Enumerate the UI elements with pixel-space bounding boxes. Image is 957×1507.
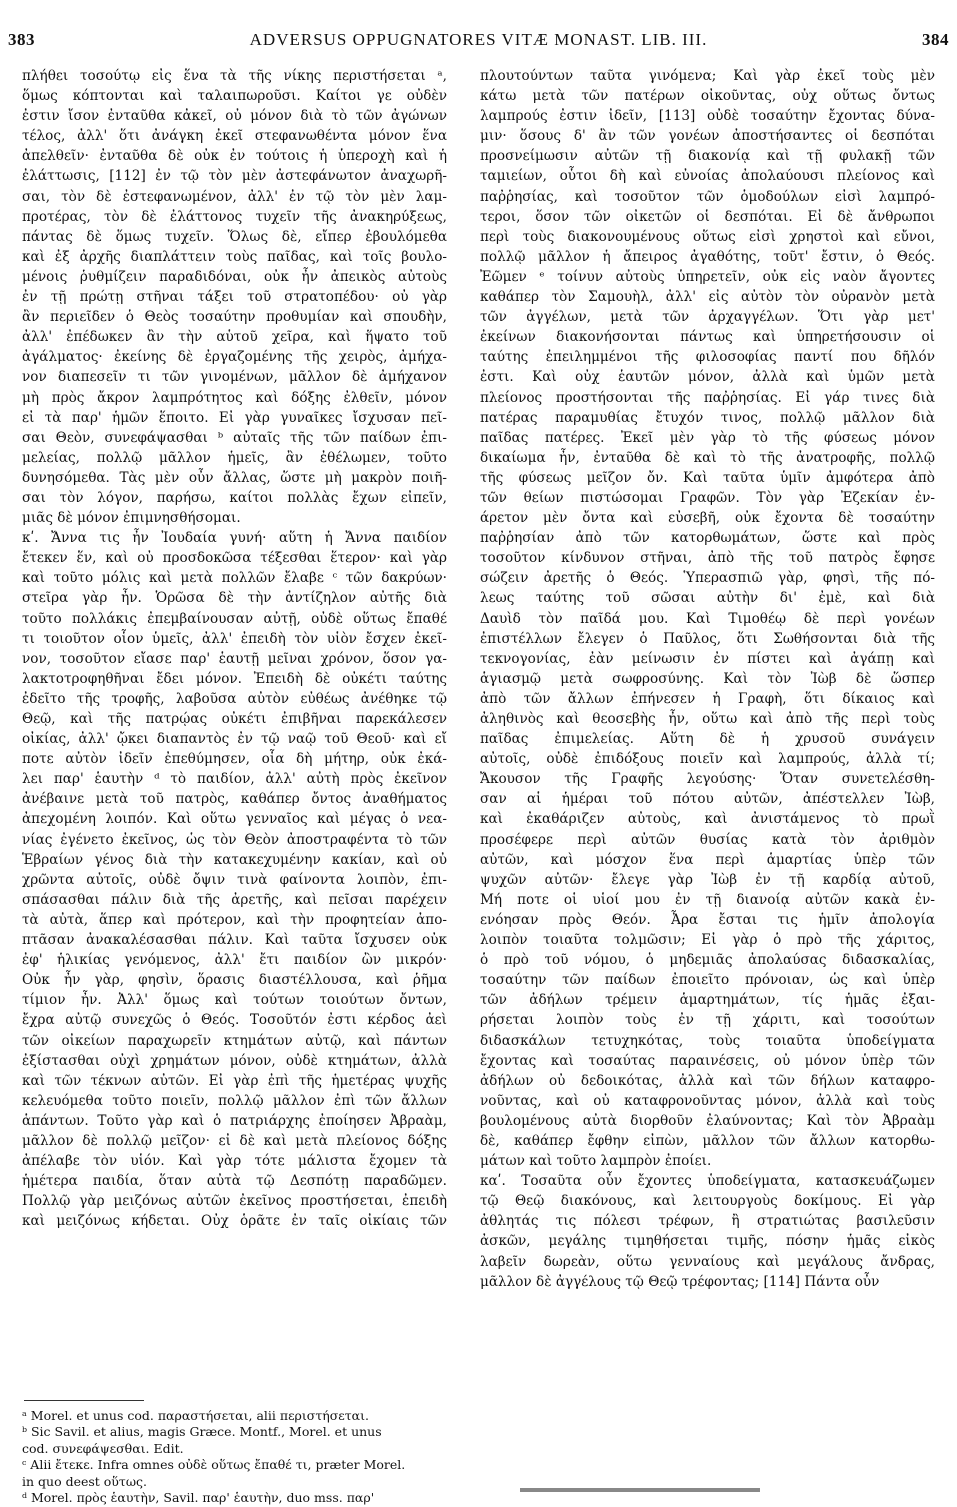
text-line: παῖδας ἐπιμελείας. Αὕτη δὲ ἡ χρυσοῦ συνάγειν bbox=[480, 731, 935, 748]
text-line: ὁ πρὸ τοῦ νόμου, ὁ μηδεμιᾶς ἀπολαύσας διδασκαλίας, bbox=[480, 952, 935, 969]
bottom-cut-line bbox=[0, 1488, 957, 1501]
text-line: ενόησαν πρὸς Θεόν. Ἆρα ἔσται τις ἡμῖν ἀπολογία bbox=[480, 911, 935, 928]
page-number-right: 384 bbox=[922, 30, 949, 49]
text-line: λαμπρούς ἐστιν ἰδεῖν, [113] οὐδὲ τοσαύτην ἔχοντας δύνα- bbox=[480, 108, 935, 125]
text-line: μᾶλλον δὲ πολλῷ μεῖζον· εἰ δὲ καὶ μετὰ πλείονος δόξης bbox=[22, 1132, 447, 1149]
text-line: μᾶλλον δὲ ἀγγέλους τῷ Θεῷ τρέφοντας; [114] Πάντα οὖν bbox=[480, 1273, 880, 1290]
text-line: ρήσεται λοιπὸν τοὺς ἐν τῇ χάριτι, καὶ τοσούτων bbox=[480, 1012, 935, 1029]
text-line: βουλομένους αὐτὰ διορθοῦν ἐλαύνοντας; Καὶ τὸν Ἀβραὰμ bbox=[480, 1112, 935, 1129]
text-line: ἀπέλαβε τὸν υἱόν. Καὶ γὰρ τότε μάλιστα ἔχομεν τὰ bbox=[22, 1153, 447, 1170]
footnote-line: in quo deest οὕτως. bbox=[22, 1473, 147, 1489]
text-line: ἐξίστασθαι οὐχὶ χρημάτων μόνον, οὐδὲ κτημάτων, ἀλλὰ bbox=[22, 1052, 447, 1069]
text-line: προσέφερε περὶ αὐτῶν θυσίας κατὰ τὸν ἀριθμὸν bbox=[480, 831, 935, 848]
text-line: σπάσασθαι πάλιν διὰ τῆς ἀρετῆς, καὶ πεῖσαι παρέχειν bbox=[22, 891, 447, 908]
running-title: ADVERSUS OPPUGNATORES VITÆ MONAST. LIB. III. bbox=[249, 30, 708, 49]
footnote-line: ᶜ Alii ἔτεκε. Infra omnes οὐδὲ οὕτως ἔπαθέ τι, præter Morel. bbox=[22, 1457, 406, 1473]
text-line: Οὐκ ἦν γὰρ, φησὶν, ὅρασις διαστέλλουσα, καὶ ῥῆμα bbox=[22, 972, 447, 989]
text-line: μελείας, πολλῷ μᾶλλον ἡμεῖς, ἂν ἐθέλωμεν, τοῦτο bbox=[22, 449, 447, 466]
text-line: ἐκείνων διακονήσονται πάντως καὶ ὑπηρετήσουσιν οἱ bbox=[480, 329, 935, 346]
text-line: Πολλῷ γὰρ μειζόνως αὐτῶν ἐκεῖνος προστήσεται, ἐπειδὴ bbox=[22, 1193, 447, 1210]
text-line: πατέρας παραμυθίας ἔτυχόν τινος, πολλῷ μᾶλλον διὰ bbox=[480, 409, 935, 426]
text-line: ἀπελθεῖν· ἐνταῦθα δὲ οὐκ ἐν τούτοις ἡ ὑπεροχὴ καὶ ἡ bbox=[22, 148, 447, 165]
text-line: δικαίωμα ἦν, ἐνταῦθα δὲ καὶ τὸ τῆς ἀνατροφῆς, πολλῷ bbox=[480, 449, 935, 466]
text-line: τεκνογονίας, ἐὰν μείνωσιν ἐν πίστει καὶ ἀγάπῃ καὶ bbox=[480, 650, 935, 667]
text-line: εἰ τὰ παρ' ἡμῶν ἕποιτο. Εἰ γὰρ γυναῖκες ἴσχυσαν πεῖ- bbox=[22, 409, 447, 426]
text-line: καὶ μειζόνως κήδεται. Οὐχ ὁρᾶτε ἐν ταῖς οἰκίαις τῶν bbox=[22, 1213, 447, 1230]
text-line: μιᾶς δὲ μόνον ἐπιμνησθήσομαι. bbox=[22, 510, 241, 527]
text-line: νον διαπεσεῖν τι τῶν γινομένων, μᾶλλον δὲ ἀμήχανον bbox=[22, 369, 447, 386]
text-line: ἐλάττωσις, [112] ἐν τῷ τὸν μὲν ἀστεφάνωτον ἀναχωρῆ- bbox=[22, 168, 447, 185]
text-line: νοῦντας, καὶ οὐ καταφρονοῦντας μόνον, ἀλλὰ καὶ τοὺς bbox=[480, 1092, 935, 1109]
text-line: σαι, τὸν δὲ ἐστεφανωμένον, ἀλλ' ἐν τῷ τὸν μὲν λαμ- bbox=[22, 188, 447, 205]
text-line: ἂν περιεῖδεν ὁ Θεὸς τοσαύτην προθυμίαν καὶ σπουδὴν, bbox=[22, 309, 447, 326]
text-line: καὶ τοῦτο μόλις καὶ μετὰ πολλῶν ἔλαβε ᶜ τῶν δακρύων· bbox=[22, 570, 447, 587]
text-line: λει παρ' ἑαυτὴν ᵈ τὸ παιδίον, ἀλλ' αὐτὴ πρὸς ἐκεῖνον bbox=[22, 771, 447, 788]
text-line: αὐτοῖς, οὐδὲ ἐπιδόξους ποιεῖν καὶ λαμπρούς, ἀλλὰ τί; bbox=[480, 751, 935, 768]
text-line: ἀθλητάς τις πόλεσι τρέφων, ἢ στρατιώτας βασιλεῦσιν bbox=[480, 1213, 935, 1230]
text-line: μιν· ὅσους δ' ἂν τῶν γονέων ἀποστήσαντες οἱ δεσπόται bbox=[480, 128, 935, 145]
text-line: Δαυὶδ τὸν παῖδά μου. Καὶ Τιμοθέῳ δὲ περὶ γονέων bbox=[480, 610, 935, 627]
text-line: αὐτῶν, καὶ μόσχον ἕνα περὶ ἁμαρτίας ὑπὲρ τῶν bbox=[480, 851, 935, 868]
text-line: ἀπὸ τῶν ἄλλων ἐπήνεσεν ἡ Γραφὴ, ὅτι δίκαιος καὶ bbox=[480, 690, 935, 707]
text-line: καὶ ἐξ ἀρχῆς διαπλάττειν τοὺς παῖδας, καὶ τοῖς βουλο- bbox=[22, 248, 447, 265]
text-line: ἀληθινὸς καὶ θεοσεβὴς ἦν, οὕτω καὶ ἀπὸ τῆς περὶ τοὺς bbox=[480, 711, 935, 727]
text-line: μάτων καὶ τοῦτο λαμπρὸν ἐποίει. bbox=[480, 1153, 712, 1170]
text-line: πλήθει τοσούτῳ εἰς ἕνα τὰ τῆς νίκης περιστήσεται ᵃ, bbox=[22, 68, 447, 84]
text-line: κάτω μετὰ τῶν πατέρων οἰκοῦντας, οὐχ οὕτως ὄντως bbox=[480, 88, 935, 105]
text-line: σαι τὸν λόγον, παρήσω, καίτοι πολλὰς ἔχων εἰπεῖν, bbox=[22, 489, 447, 506]
text-line: Ἄκουσον τῆς Γραφῆς λεγούσης· Ὅταν συνετελέσθη- bbox=[480, 771, 935, 788]
text-line: ἀλλ' ἐπέδωκεν ἂν τὴν αὑτοῦ χεῖρα, καὶ ἥψατο τοῦ bbox=[22, 329, 447, 346]
text-line: Μή ποτε οἱ υἱοί μου ἐν τῇ διανοίᾳ αὐτῶν κακὰ ἐν- bbox=[480, 891, 935, 908]
text-line: κʹ. Ἄννα τις ἦν Ἰουδαία γυνή· αὕτη ἡ Ἄννα παιδίον bbox=[22, 530, 447, 547]
text-line: ἐστι. Καὶ οὐχ ἑαυτῶν μόνον, ἀλλὰ καὶ ὑμῶν μετὰ bbox=[480, 369, 935, 386]
footnote-line: ᵈ Morel. πρὸς ἑαυτὴν, Savil. παρ' ἑαυτὴν, duo mss. παρ' bbox=[22, 1490, 375, 1506]
text-line: ταύτης ἐπειλημμένοι τῆς φιλοσοφίας παντί που δῆλόν bbox=[480, 349, 935, 366]
text-line: λαβεῖν δωρεὰν, οὕτω γενναίους καὶ μεγάλους ἄνδρας, bbox=[480, 1253, 935, 1270]
text-line: ἐπιστέλλων ἔλεγεν ὁ Παῦλος, ὅτι Σωθήσονται διὰ τῆς bbox=[480, 630, 935, 647]
text-line: καʹ. Τοσαῦτα οὖν ἔχοντες ὑποδείγματα, κατασκευάζωμεν bbox=[480, 1173, 935, 1190]
text-line: χρῶντα αὐτοῖς, οὐδὲ ὄψιν τινὰ φαίνοντα λοιπὸν, ἐπι- bbox=[22, 871, 447, 888]
text-line: νίας ἐγένετο ἐκεῖνος, ὡς τὸν Θεὸν ἀποστραφέντα τὸ τῶν bbox=[22, 831, 447, 848]
text-line: ἀγάλματος· ἐκείνης δὲ ἐργαζομένης τῆς χειρὸς, ἀμήχα- bbox=[22, 349, 447, 366]
text-line: τι τοιοῦτον οἷον ὑμεῖς, ἀλλ' ἐπειδὴ τὸν υἱὸν ἔσχεν ἐκεῖ- bbox=[22, 630, 447, 647]
text-line: ποτε αὐτὸν ἰδεῖν ἐπεθύμησεν, οἷα δὴ μήτηρ, οὐκ ἐκά- bbox=[22, 751, 447, 768]
text-line: προτέρας, τὸν δὲ ἐλάττονος τυχεῖν τῆς ἀνακηρύξεως, bbox=[22, 208, 447, 225]
text-line: παῤῥησίας, καὶ τοσοῦτον τῶν ὁμοδούλων εἰσὶ λαμπρό- bbox=[480, 188, 935, 205]
text-line: πτᾶσαν ἀνακαλέσασθαι πάλιν. Καὶ ταῦτα ἴσχυσεν οὐκ bbox=[22, 932, 447, 949]
text-line: ψυχῶν αὐτῶν· ἔλεγε γὰρ Ἰὼβ ἐν τῇ καρδίᾳ αὐτοῦ, bbox=[480, 871, 935, 888]
text-line: καὶ τῶν τέκνων αὐτῶν. Εἰ γὰρ ἐπὶ τῆς ἡμετέρας ψυχῆς bbox=[22, 1072, 447, 1089]
text-line: άρετον μὲν ὄντα καὶ εὐσεβῆ, οὐκ ἔχοντα δὲ τοσαύτην bbox=[480, 510, 935, 527]
text-line: τῶν ἀγγέλων, μετὰ τῶν ἀρχαγγέλων. Ὅτι γὰρ μετ' bbox=[480, 309, 935, 326]
text-line: ἔχοντας καὶ τοσαύτας παραινέσεις, οὐ μόνον ὑπὲρ τῶν bbox=[480, 1052, 935, 1069]
text-line: τοῦτο πολλάκις ἐπεμβαίνουσαν αὐτῇ, οὐδὲ οὕτως ἔπαθέ bbox=[22, 610, 447, 627]
text-line: λεως ταύτης τοῦ σῶσαι αὐτὴν δι' ἐμὲ, καὶ διὰ bbox=[480, 590, 935, 607]
text-line: ἐστιν ἴσον ἐνταῦθα κἀκεῖ, οὐ μόνον διὰ τὸ τῶν ἀγώνων bbox=[22, 108, 447, 125]
text-line: οἰκίας, ἀλλ' ᾤκει διαπαντὸς ἐν τῷ ναῷ τοῦ Θεοῦ· καὶ εἴ bbox=[22, 731, 447, 748]
text-line: ἐδεῖτο τῆς τροφῆς, λαβοῦσα αὐτὸν εὐθέως ἀνέθηκε τῷ bbox=[22, 690, 447, 707]
text-line: τῷ Θεῷ διακόνους, καὶ λειτουργοὺς δοκίμους. Εἰ γὰρ bbox=[480, 1193, 935, 1210]
text-line: κελευόμεθα τοῦτο ποιεῖν, πολλῷ μᾶλλον ἐπὶ τῶν ἄλλων bbox=[22, 1092, 447, 1109]
footnote-rule bbox=[24, 1400, 144, 1401]
text-line: πολλῷ μᾶλλον ἡ ἄπειρος ἀγαθότης, τοῦτ' ἔστιν, ὁ Θεός. bbox=[480, 248, 935, 265]
text-line: περὶ τοὺς διακονουμένους οὕτως εἰσὶ χρηστοὶ καὶ εὔνοι, bbox=[480, 228, 935, 245]
text-line: ἁγιασμῷ μετὰ σωφροσύνης. Καὶ τὸν Ἰὼβ δὲ ὥσπερ bbox=[480, 670, 935, 687]
text-line: ἐν τῇ πρώτῃ στῆναι τάξει τοῦ στρατοπέδου· οὐ γὰρ bbox=[22, 289, 447, 306]
text-line: ἀσκῶν, μεγάλης τιμηθήσεται τιμῆς, πόσην ἡμᾶς εἰκὸς bbox=[480, 1233, 935, 1250]
text-line: ἀνέβαινε μετὰ τοῦ πατρὸς, καθάπερ ὄντος ἀναθήματος bbox=[22, 791, 447, 808]
text-line: προσνείμωσιν αὐτῶν τῇ διακονίᾳ καὶ τῇ φυλακῇ τῶν bbox=[480, 148, 935, 165]
footnote-line: ᵇ Sic Savil. et alius, magis Græce. Montf., Morel. et unus bbox=[22, 1424, 382, 1440]
text-line: καθάπερ τὸν Σαμουὴλ, ἀλλ' εἰς αὐτὸν τὸν οὐρανὸν μετὰ bbox=[480, 289, 935, 306]
footnote-line: ᵃ Morel. et unus cod. παραστήσεται, alii περιστήσεται. bbox=[22, 1408, 369, 1423]
text-line: ἡμέτερα παιδία, ὅταν αὐτὰ τῷ Δεσπότῃ παραδῶμεν. bbox=[22, 1173, 447, 1190]
text-line: ἁπάντων. Τοῦτο γὰρ καὶ ὁ πατριάρχης ἐποίησεν Ἀβραὰμ, bbox=[22, 1112, 447, 1129]
text-line: τὰ αὐτὰ, ἅπερ καὶ πρότερον, καὶ τὴν προφητείαν ἀπο- bbox=[22, 911, 447, 928]
text-line: παῖδας πατέρες. Ἐκεῖ μὲν γὰρ τὸ τῆς φύσεως μόνον bbox=[480, 429, 935, 446]
text-line: καὶ ἐκαθάριζεν αὐτοὺς, καὶ ἀνιστάμενος τὸ πρωῒ bbox=[480, 811, 935, 828]
text-line: τῆς φύσεως μεῖζον ὄν. Καὶ ταῦτα ὑμῖν ἀμφότερα ἀπὸ bbox=[480, 469, 935, 486]
text-line: μὴ πρὸς ἄκρον λαμπρότητος καὶ δόξης ἐλθεῖν, μόνον bbox=[22, 389, 447, 406]
text-line: ὅμως κόπτονται καὶ ταλαιπωροῦσι. Καίτοι γε οὐδὲν bbox=[22, 88, 447, 105]
text-line: πλουτούντων ταῦτα γινόμενα; Καὶ γὰρ ἐκεῖ τοὺς μὲν bbox=[480, 68, 935, 84]
text-line: δυνησόμεθα. Τὰς μὲν οὖν ἄλλας, ὥστε μὴ μακρὸν ποιῆ- bbox=[22, 469, 447, 486]
text-line: λακτοτροφηθῆναι ἔδει μόνον. Ἐπειδὴ δὲ οὐκέτι ταύτης bbox=[22, 670, 447, 687]
text-line: διδασκάλων τετυχηκότας, τοὺς τοιαῦτα ὑποδείγματα bbox=[480, 1032, 935, 1049]
text-line: σώζειν ἀρετῆς ὁ Θεός. Ὑπερασπιῶ γὰρ, φησὶ, τῆς πό- bbox=[480, 570, 935, 587]
text-line: μένοις ῥυθμίζειν παραδιδόναι, οὐκ ἦν ἀπεικὸς αὐτοὺς bbox=[22, 268, 447, 285]
left-text-column bbox=[22, 66, 447, 1231]
page-number-left: 383 bbox=[8, 30, 35, 49]
text-line: τοσαύτην τῶν παίδων ἐποιεῖτο πρόνοιαν, ὡς καὶ ὑπὲρ bbox=[480, 972, 935, 989]
text-line: νον, τοσοῦτον εἴασε παρ' ἑαυτῇ μεῖναι χρόνον, ὅσον γα- bbox=[22, 650, 447, 667]
text-line: ἀδήλων οὐ δεδοικότας, ἀλλὰ καὶ τῶν δήλων καταφρο- bbox=[480, 1072, 935, 1089]
text-line: τεροι, ὅσον τῶν οἰκετῶν οἱ δεσπόται. Εἰ δὲ ἄνθρωποι bbox=[480, 208, 935, 225]
text-line: Ἐῶμεν ᵉ τοίνυν αὐτοὺς ὑπηρετεῖν, οὐκ εἰς ναὸν ἄγοντες bbox=[480, 268, 935, 285]
text-line: πλείονος προστήσονται τῆς παῤῥησίας. Εἰ γάρ τινες διὰ bbox=[480, 389, 935, 406]
text-line: σαν αἱ ἡμέραι τοῦ πότου αὐτῶν, ἀπέστελλεν Ἰὼβ, bbox=[480, 791, 935, 808]
text-line: Ἑβραίων γένος διὰ τὴν κατακεχυμένην κακίαν, καὶ οὐ bbox=[22, 851, 447, 868]
text-line: λοιπὸν τοιαῦτα τολμῶσιν; Εἰ γὰρ ὁ πρὸ τῆς χάριτος, bbox=[480, 932, 935, 949]
text-line: Θεῷ, καὶ τῆς πατρῴας οὐκέτι ἐπιβῆναι παρεκάλεσεν bbox=[22, 711, 447, 727]
text-line: σαι Θεὸν, συνεφάψασθαι ᵇ αὐταῖς τῆς τῶν παίδων ἐπι- bbox=[22, 429, 447, 446]
text-line: τῶν θείων πιστώσομαι Γραφῶν. Τὸν γὰρ Ἐζεκίαν ἐν- bbox=[480, 489, 935, 506]
text-line: δὲ, καθάπερ ἔφθην εἰπὼν, μᾶλλον τῶν ἄλλων κατορθω- bbox=[480, 1132, 935, 1149]
text-line: ἐφ' ἡλικίας γενόμενος, ἀλλ' ἔτι παιδίον ὢν μικρόν· bbox=[22, 952, 447, 969]
text-line: παῤῥησίαν ἀπὸ τῶν κατορθωμάτων, ὥστε καὶ πρὸς bbox=[480, 530, 935, 547]
text-line: τέλος, ἀλλ' ὅτι ἀνάγκη ἐκεῖ στεφανωθέντα μόνον ἕνα bbox=[22, 128, 447, 145]
text-line: ταμιείων, οὗτοι δὴ καὶ εὐνοίας ἀπολαύουσι πλείονος καὶ bbox=[480, 168, 935, 185]
text-line: ἔχρα αὐτῷ συνεχῶς ὁ Θεός. Τοσοῦτόν ἐστι κέρδος ἀεὶ bbox=[22, 1012, 447, 1029]
text-line: στεῖρα γὰρ ἦν. Ὁρῶσα δὲ τὴν ἀντίζηλον αὐτῆς διὰ bbox=[22, 590, 447, 607]
text-line: τῶν ἀδήλων τρέμειν ἁμαρτημάτων, τίς ἡμᾶς ἐξαι- bbox=[480, 992, 935, 1009]
text-line: πάντας δὲ ὅμως τυχεῖν. Ὅλως δὲ, εἴπερ ἐβουλόμεθα bbox=[22, 228, 447, 245]
text-line: τοσοῦτον κίνδυνον στῆναι, ἀπὸ τῆς τοῦ πατρὸς ἔφησε bbox=[480, 550, 935, 567]
text-line: ἔτεκεν ἕν, καὶ οὐ προσδοκῶσα τέξεσθαι ἕτερον· καὶ γὰρ bbox=[22, 550, 447, 567]
text-line: τίμιον ἦν. Ἀλλ' ὅμως καὶ τούτων τοιούτων ὄντων, bbox=[22, 992, 447, 1009]
right-text-column bbox=[480, 66, 935, 1292]
text-line: τῶν οἰκείων παραχωρεῖν κτημάτων αὐτῷ, καὶ πάντων bbox=[22, 1032, 447, 1049]
footnote-line: cod. συνεφάψεσθαι. Edit. bbox=[22, 1440, 184, 1456]
text-line: ἀπεχομένη λοιπόν. Καὶ οὕτω γενναῖος καὶ μέγας ὁ νεα- bbox=[22, 811, 447, 828]
page-header bbox=[0, 30, 957, 58]
